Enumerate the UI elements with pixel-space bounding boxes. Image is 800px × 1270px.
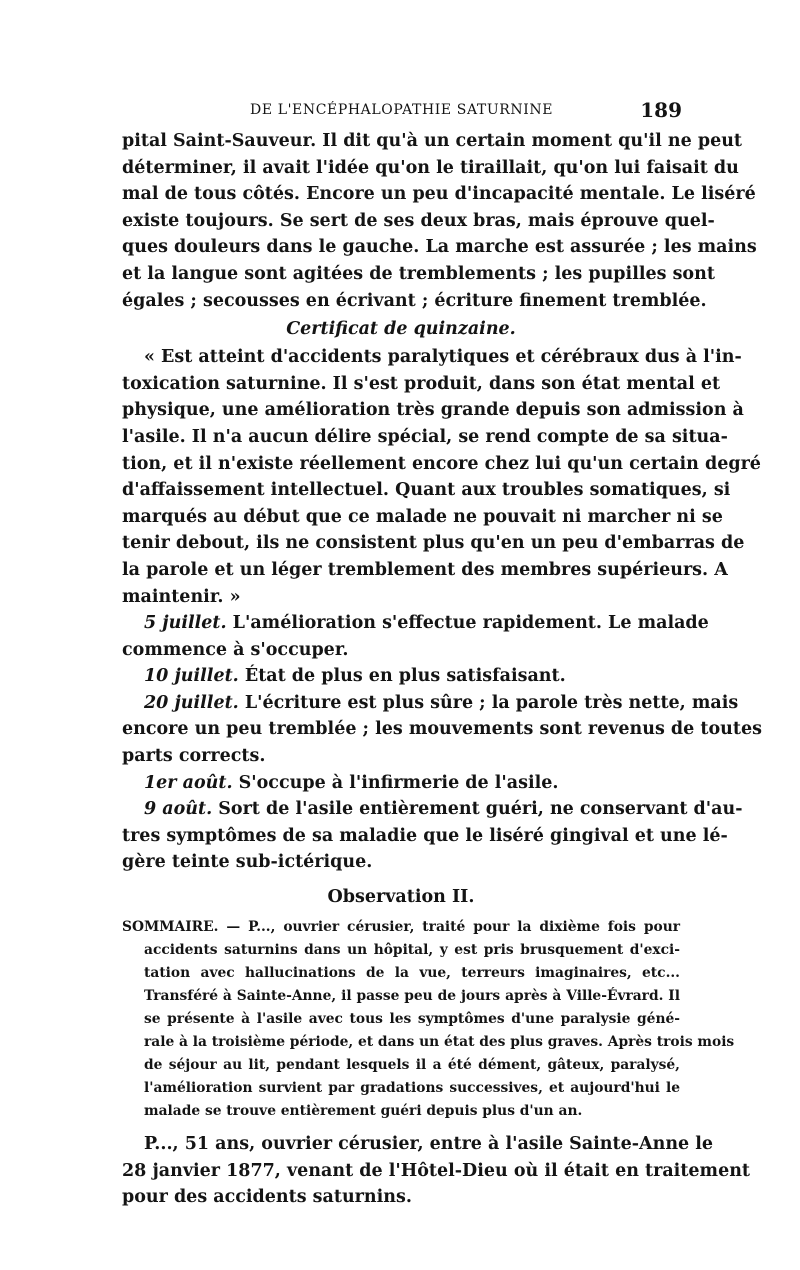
paragraph-1: [122, 128, 757, 314]
entry-line: [122, 610, 709, 637]
page-body: [122, 128, 762, 1211]
summary-line: rale à la troisième période, et dans un état des plus graves. Après trois mois: [144, 1034, 735, 1051]
entry-line: [122, 796, 743, 823]
text-line: marqués au début que ce malade ne pouvait ni marcher ni se: [122, 506, 723, 527]
text-line: existe toujours. Se sert de ses deux bras, mais éprouve quel-: [122, 210, 715, 231]
text-line: la parole et un léger tremblement des membres supérieurs. A: [122, 559, 728, 580]
entry-date: 5 juillet.: [144, 613, 227, 634]
entry-line: [122, 770, 680, 797]
page-number: 189: [640, 98, 682, 122]
text-line: mal de tous côtés. Encore un peu d'incapacité mentale. Le liséré: [122, 184, 756, 205]
paragraph-2: [122, 344, 761, 610]
entry-line: [122, 663, 680, 690]
text-line: toxication saturnine. Il s'est produit, dans son état mental et: [122, 373, 721, 394]
entry-text: L'écriture est plus sûre ; la parole très nette, mais: [238, 692, 739, 713]
text-line: P..., 51 ans, ouvrier cérusier, entre à l'asile Sainte-Anne le: [144, 1134, 714, 1155]
summary-line: tation avec hallucinations de la vue, terreurs imaginaires, etc...: [144, 965, 680, 982]
certificate-heading: Certificat de quinzaine.: [286, 319, 516, 340]
entry-line: encore un peu tremblée ; les mouvements sont revenus de toutes: [122, 719, 762, 740]
entry-text: Sort de l'asile entièrement guéri, ne conservant d'au-: [212, 799, 743, 820]
text-line: ques douleurs dans le gauche. La marche est assurée ; les mains: [122, 237, 757, 258]
running-title: DE L'ENCÉPHALOPATHIE SATURNINE: [250, 102, 554, 118]
entry-date: 1er août.: [144, 772, 233, 793]
observation-heading: Observation II.: [327, 887, 475, 908]
entry-line: parts corrects.: [122, 746, 266, 767]
daily-entries: [122, 610, 762, 876]
summary-line: l'amélioration survient par gradations successives, et aujourd'hui le: [144, 1080, 680, 1097]
entry-date: 9 août.: [144, 799, 213, 820]
entry-line: [122, 690, 739, 717]
summary-line: SOMMAIRE. — P..., ouvrier cérusier, traité pour la dixième fois pour: [122, 919, 680, 936]
summary-line: accidents saturnins dans un hôpital, y est pris brusquement d'exci-: [144, 942, 680, 959]
entry-text: État de plus en plus satisfaisant.: [238, 666, 566, 687]
text-line: et la langue sont agitées de tremblements ; les pupilles sont: [122, 263, 715, 284]
text-line: déterminer, il avait l'idée qu'on le tiraillait, qu'on lui faisait du: [122, 157, 739, 178]
text-line: maintenir. »: [122, 586, 241, 607]
summary-line: de séjour au lit, pendant lesquels il a été dément, gâteux, paralysé,: [144, 1057, 680, 1074]
entry-date: 20 juillet.: [144, 692, 239, 713]
text-line: d'affaissement intellectuel. Quant aux troubles somatiques, si: [122, 480, 731, 501]
summary-line: Transféré à Sainte-Anne, il passe peu de jours après à Ville-Évrard. Il: [144, 988, 680, 1005]
text-line: « Est atteint d'accidents paralytiques et cérébraux dus à l'in-: [144, 347, 742, 368]
summary-line: se présente à l'asile avec tous les symptômes d'une paralysie géné-: [144, 1011, 680, 1028]
paragraph-3: [122, 1131, 751, 1211]
entry-line: commence à s'occuper.: [122, 639, 349, 660]
text-line: égales ; secousses en écrivant ; écriture finement tremblée.: [122, 290, 707, 311]
entry-text: L'amélioration s'effectue rapidement. Le malade: [226, 613, 709, 634]
text-line: physique, une amélioration très grande depuis son admission à: [122, 400, 744, 421]
text-line: 28 janvier 1877, venant de l'Hôtel-Dieu où il était en traitement: [122, 1160, 751, 1181]
entry-line: tres symptômes de sa maladie que le liséré gingival et une lé-: [122, 825, 728, 846]
summary-block: [122, 916, 735, 1123]
text-line: l'asile. Il n'a aucun délire spécial, se rend compte de sa situa-: [122, 426, 728, 447]
text-line: tion, et il n'existe réellement encore chez lui qu'un certain degré: [122, 453, 761, 474]
text-line: tenir debout, ils ne consistent plus qu'en un peu d'embarras de: [122, 533, 745, 554]
text-line: pour des accidents saturnins.: [122, 1187, 412, 1208]
entry-line: gère teinte sub-ictérique.: [122, 852, 373, 873]
running-head: [122, 98, 682, 124]
text-line: pital Saint-Sauveur. Il dit qu'à un certain moment qu'il ne peut: [122, 131, 743, 151]
entry-date: 10 juillet.: [144, 666, 239, 687]
summary-line: malade se trouve entièrement guéri depuis plus d'un an.: [144, 1103, 583, 1120]
entry-text: S'occupe à l'infirmerie de l'asile.: [232, 772, 559, 793]
